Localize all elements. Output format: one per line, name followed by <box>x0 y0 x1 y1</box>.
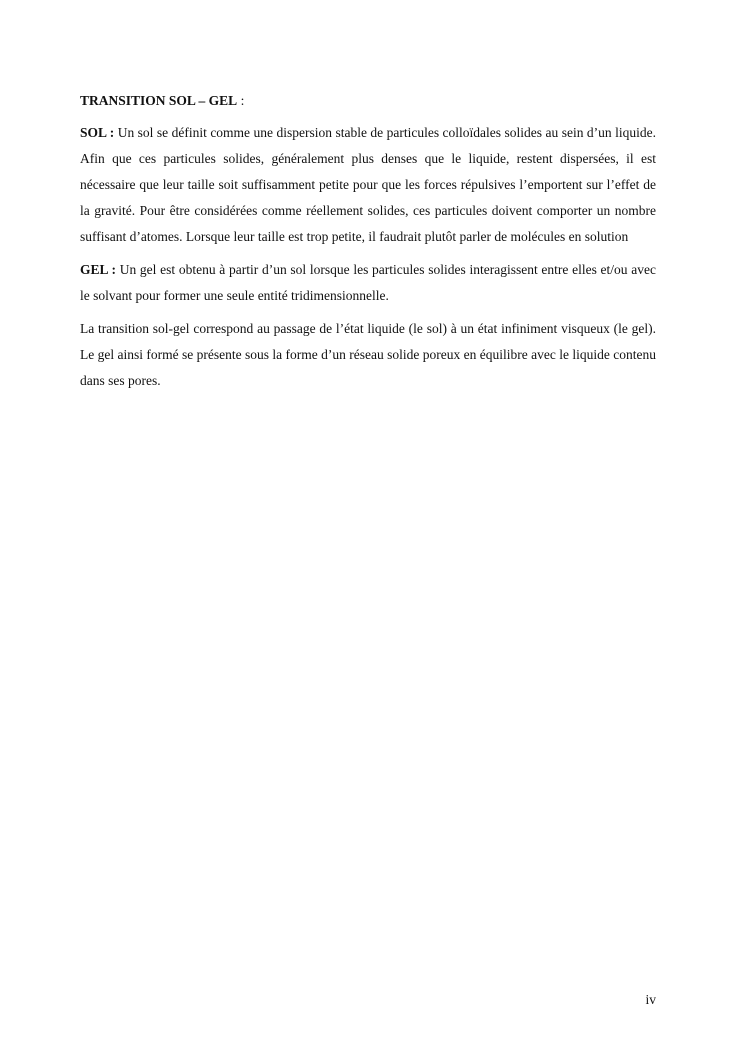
paragraph-transition <box>80 316 656 394</box>
section-heading-colon: : <box>237 93 245 108</box>
paragraph-sol <box>80 120 656 250</box>
paragraph-gel-lead: GEL : <box>80 262 116 277</box>
paragraph-sol-text: Un sol se définit comme une dispersion stable de particules colloïdales solides au sein d’un liquide. Afin que ces particules solides, généralement plus denses que le liquide, restent dispersées, il est nécessaire que leur taille soit suffisamment petite pour que les forces répulsives l’emportent sur l’effet de la gravité. Pour être considérées comme réellement solides, ces particules doivent comporter un nombre suffisant d’atomes. Lorsque leur taille est trop petite, il faudrait plutôt parler de molécules en solution <box>80 125 656 244</box>
paragraph-gel <box>80 257 656 309</box>
paragraph-gel-text: Un gel est obtenu à partir d’un sol lorsque les particules solides interagissent entre elles et/ou avec le solvant pour former une seule entité tridimensionnelle. <box>80 262 656 303</box>
document-body <box>80 88 656 401</box>
section-heading <box>80 88 656 114</box>
paragraph-transition-text: La transition sol-gel correspond au passage de l’état liquide (le sol) à un état infiniment visqueux (le gel). Le gel ainsi formé se présente sous la forme d’un réseau solide poreux en équilibre avec le liquide contenu dans ses pores. <box>80 321 656 388</box>
page-number: iv <box>645 992 656 1007</box>
paragraph-sol-lead: SOL : <box>80 125 115 140</box>
section-heading-title: TRANSITION SOL – GEL <box>80 93 238 108</box>
